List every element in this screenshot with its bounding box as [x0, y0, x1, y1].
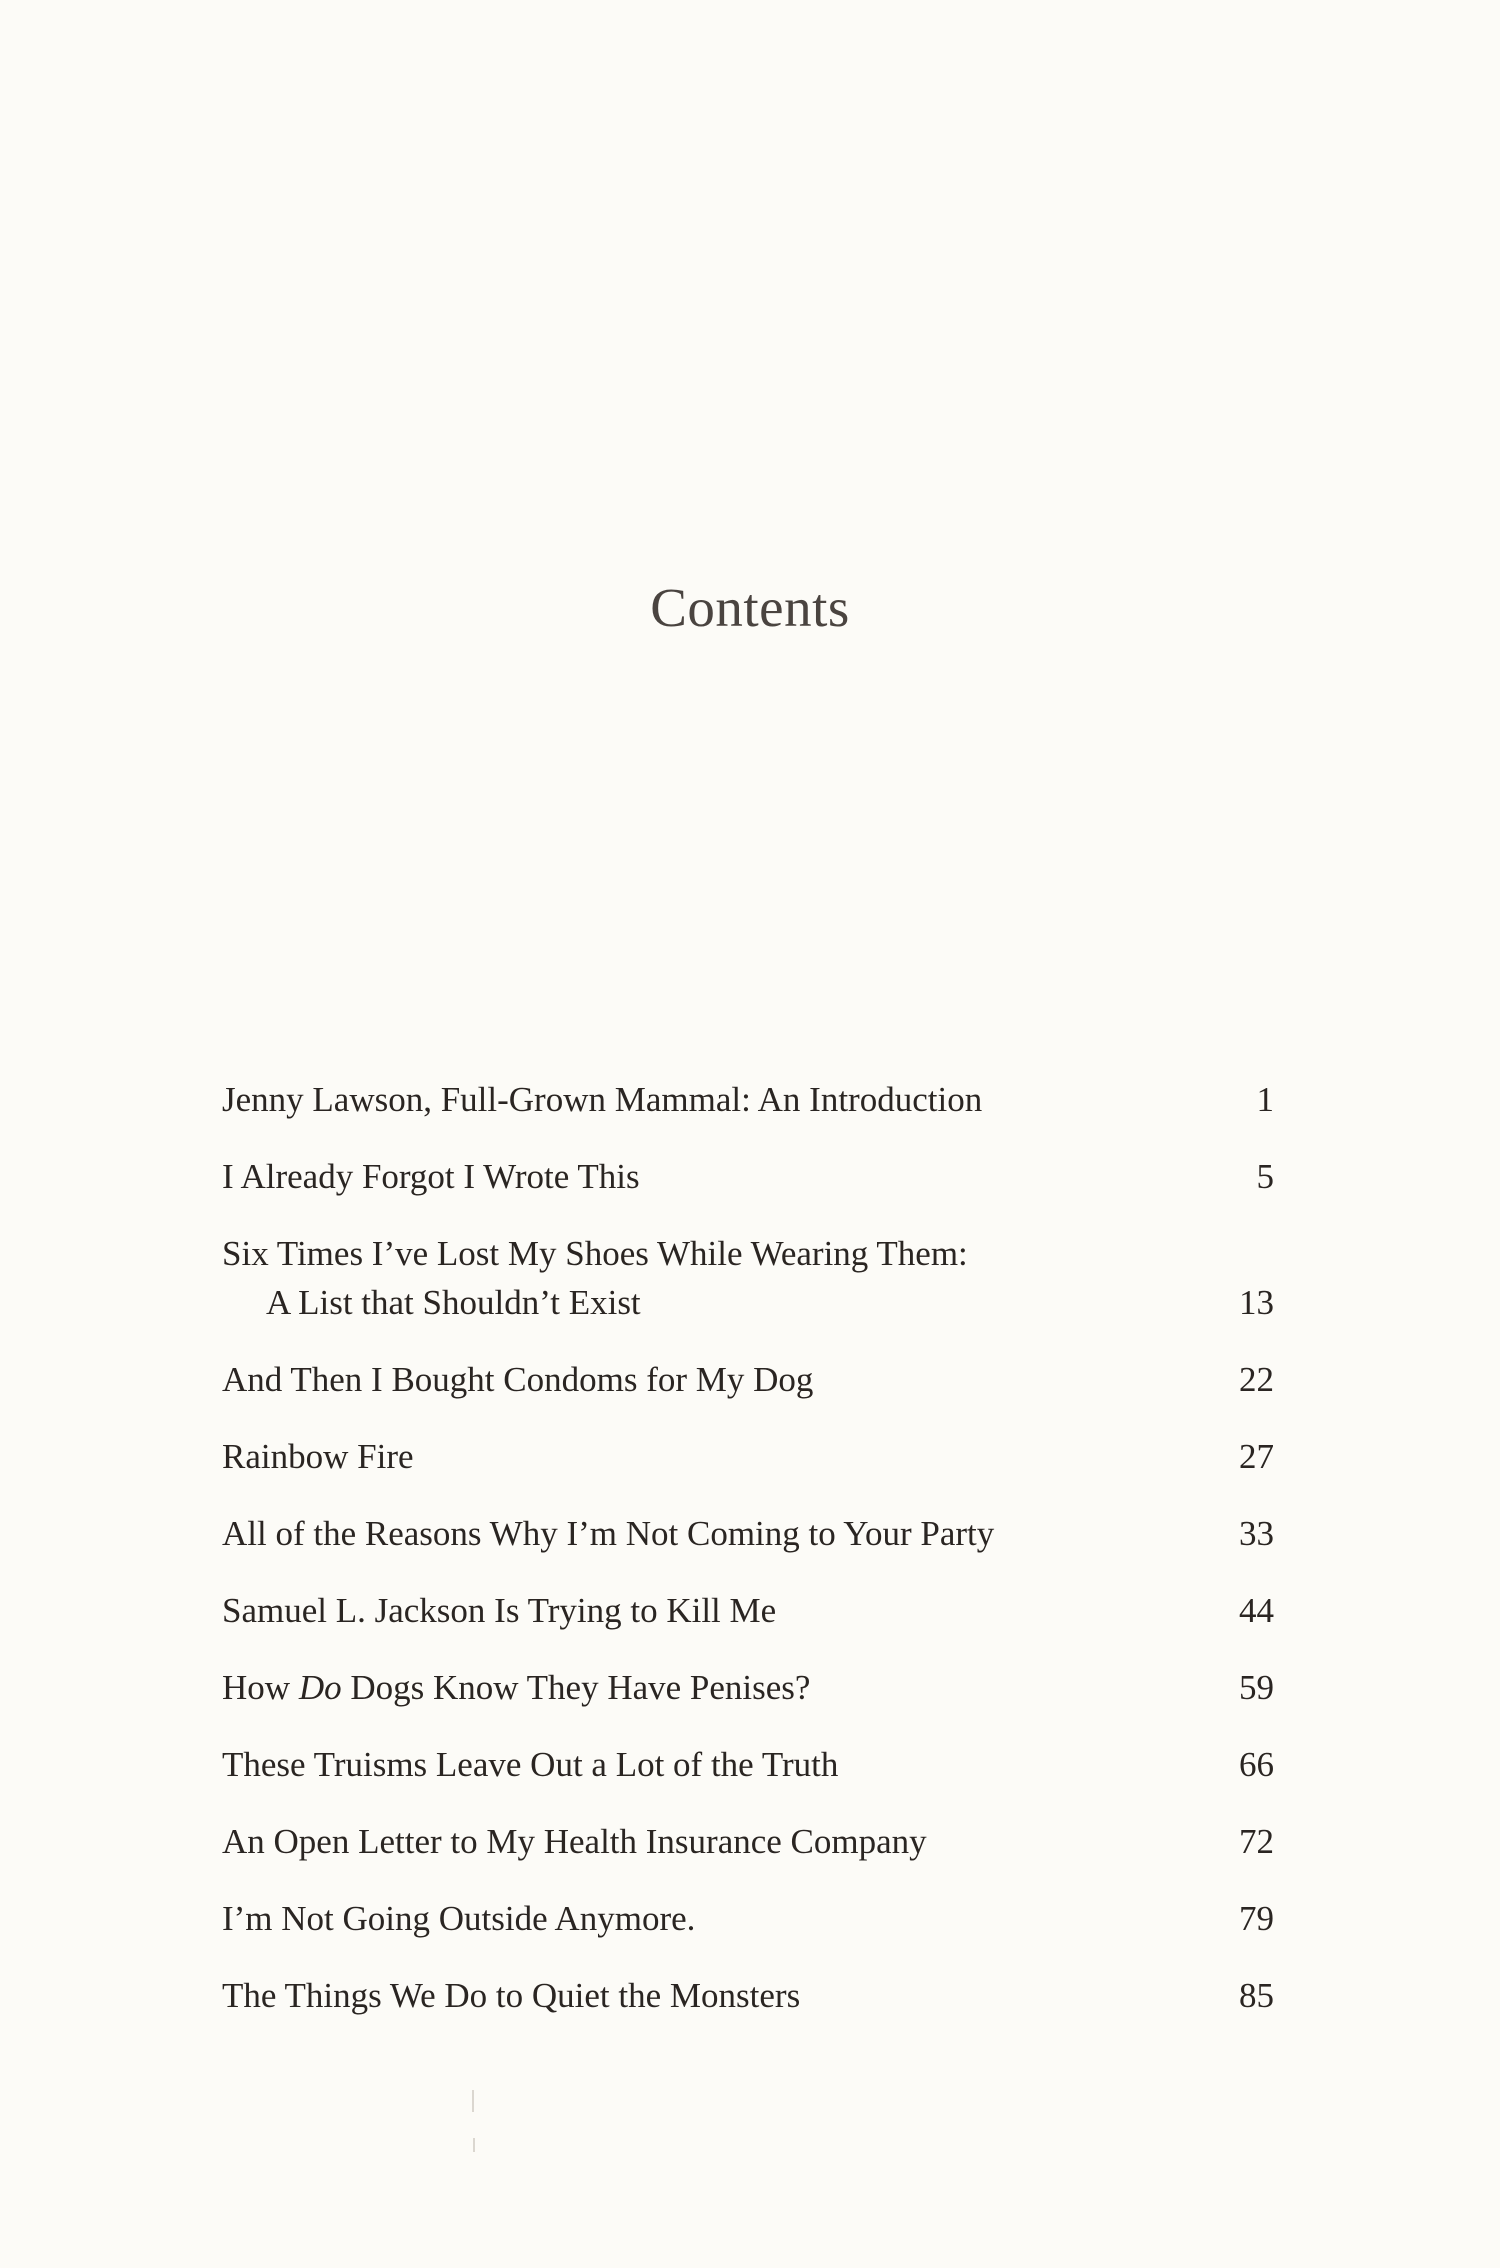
page-number: 44: [1239, 1591, 1274, 1630]
entry-title: [222, 1971, 1154, 2020]
entry-title-line: A List that Shouldn’t Exist: [266, 1283, 641, 1322]
toc-entry: [222, 1586, 1274, 1635]
toc-entry: [222, 1355, 1274, 1404]
toc-entry: [222, 1432, 1274, 1481]
page-number: 66: [1239, 1745, 1274, 1784]
title-segment: Dogs Know They Have Penises?: [341, 1668, 811, 1707]
page-number: 27: [1239, 1437, 1274, 1476]
entry-title-line: And Then I Bought Condoms for My Dog: [222, 1360, 814, 1399]
page-number: 59: [1239, 1668, 1274, 1707]
contents-heading: Contents: [650, 577, 850, 638]
emphasized-word: Do: [298, 1668, 342, 1707]
entry-title-line: An Open Letter to My Health Insurance Company: [222, 1822, 927, 1861]
toc-entry: [222, 1971, 1274, 2020]
page-number: 5: [1256, 1157, 1274, 1196]
toc-entry: [222, 1152, 1274, 1201]
page-number: 33: [1239, 1514, 1274, 1553]
entry-title-line: Jenny Lawson, Full-Grown Mammal: An Introduction: [222, 1080, 983, 1119]
entry-title: [222, 1586, 1154, 1635]
toc-entry: [222, 1509, 1274, 1558]
entry-title: [222, 1355, 1154, 1404]
entry-title-line: These Truisms Leave Out a Lot of the Truth: [222, 1745, 839, 1784]
entry-title-line: All of the Reasons Why I’m Not Coming to Your Party: [222, 1514, 995, 1553]
scan-mark: [473, 2138, 475, 2152]
entry-title: [222, 1229, 1154, 1327]
scan-mark: [472, 2090, 474, 2112]
entry-title-line: [222, 1663, 1154, 1712]
page-number: 1: [1256, 1080, 1274, 1119]
entry-title-line: I Already Forgot I Wrote This: [222, 1157, 640, 1196]
toc-entry: [222, 1817, 1274, 1866]
page-number: 13: [1239, 1283, 1274, 1322]
entry-title-line: I’m Not Going Outside Anymore.: [222, 1899, 696, 1938]
toc-entry: [222, 1894, 1274, 1943]
entry-title-line: Rainbow Fire: [222, 1437, 414, 1476]
entry-title-line: The Things We Do to Quiet the Monsters: [222, 1976, 801, 2015]
title-segment: How: [222, 1668, 299, 1707]
page-number: 22: [1239, 1360, 1274, 1399]
entry-title-line: Samuel L. Jackson Is Trying to Kill Me: [222, 1591, 777, 1630]
toc-entry: [222, 1075, 1274, 1124]
entry-title: [222, 1432, 1154, 1481]
toc-entry: [222, 1740, 1274, 1789]
entry-title: [222, 1663, 1154, 1712]
entry-title: [222, 1509, 1154, 1558]
entry-title: [222, 1740, 1154, 1789]
table-of-contents: [222, 1075, 1274, 2048]
toc-entry: [222, 1663, 1274, 1712]
entry-title: [222, 1075, 1154, 1124]
page-number: 72: [1239, 1822, 1274, 1861]
entry-title: [222, 1894, 1154, 1943]
entry-title: [222, 1152, 1154, 1201]
toc-entry: [222, 1229, 1274, 1327]
entry-title-line: Six Times I’ve Lost My Shoes While Wearing Them:: [222, 1234, 968, 1273]
page-number: 79: [1239, 1899, 1274, 1938]
entry-title: [222, 1817, 1154, 1866]
page-number: 85: [1239, 1976, 1274, 2015]
